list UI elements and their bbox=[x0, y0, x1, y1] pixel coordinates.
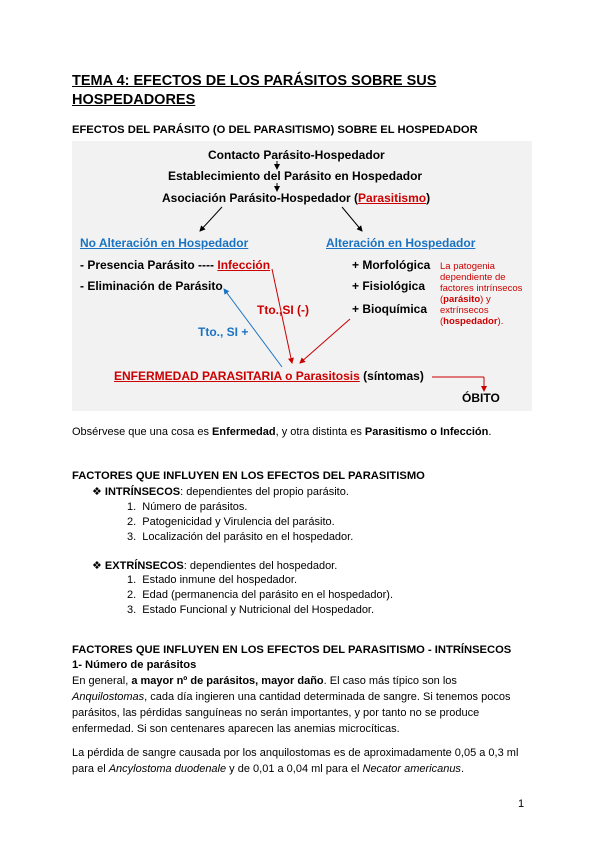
note-paragraph: Obsérvese que una cosa es Enfermedad, y otra distinta es Parasitismo o Infección. bbox=[72, 426, 492, 438]
pathogenesis-note: La patogenia dependiente de factores intrínsecos (parásito) y extrínsecos (hospedador). bbox=[440, 261, 523, 327]
disease-label: ENFERMEDAD PARASITARIA o Parasitosis (síntomas) bbox=[114, 369, 424, 383]
list-item: 1. Estado inmune del hospedador. bbox=[127, 574, 298, 586]
diagram-association: Asociación Parásito-Hospedador (Parasitismo) bbox=[162, 191, 431, 205]
tto-positive-label: Tto., SI + bbox=[198, 325, 249, 339]
section-heading-factores: FACTORES QUE INFLUYEN EN LOS EFECTOS DEL PARASITISMO bbox=[72, 470, 425, 482]
diagram-establishment: Establecimiento del Parásito en Hospedador bbox=[168, 169, 423, 183]
section-heading-efectos: EFECTOS DEL PARÁSITO (O DEL PARASITISMO) SOBRE EL HOSPEDADOR bbox=[72, 124, 478, 136]
list-item: 1. Número de parásitos. bbox=[127, 501, 248, 513]
list-item: 3. Localización del parásito en el hospedador. bbox=[127, 531, 354, 543]
obito-label: ÓBITO bbox=[462, 391, 500, 405]
presence-item: - Presencia Parásito ---- Infección bbox=[80, 258, 271, 272]
no-alteration-heading: No Alteración en Hospedador bbox=[80, 236, 249, 250]
alteration-heading: Alteración en Hospedador bbox=[326, 236, 476, 250]
elimination-item: - Eliminación de Parásito bbox=[80, 279, 223, 293]
list-item: 2. Edad (permanencia del parásito en el hospedador). bbox=[127, 589, 394, 601]
list-item: 3. Estado Funcional y Nutricional del Hospedador. bbox=[127, 604, 375, 616]
infeccion-label: Infección bbox=[217, 258, 271, 272]
arrow-to-no-alteration bbox=[200, 207, 222, 231]
page-title: TEMA 4: EFECTOS DE LOS PARÁSITOS SOBRE SUS HOSPEDADORES bbox=[72, 73, 437, 108]
subsection-heading-numero: 1- Número de parásitos bbox=[72, 659, 197, 671]
intrinsecos-bullet: ❖ INTRÍNSECOS: dependientes del propio parásito. bbox=[92, 486, 349, 498]
arrow-to-alteration bbox=[342, 207, 362, 231]
diagram-contact: Contacto Parásito-Hospedador bbox=[208, 148, 385, 162]
section-heading-intrinsecos: FACTORES QUE INFLUYEN EN LOS EFECTOS DEL PARASITISMO - INTRÍNSECOS bbox=[72, 644, 512, 656]
morfologica-item: + Morfológica bbox=[352, 258, 431, 272]
parasitism-diagram bbox=[72, 141, 532, 411]
diamond-bullet-icon: ❖ bbox=[92, 560, 105, 572]
bioquimica-item: + Bioquímica bbox=[352, 302, 428, 316]
page-number: 1 bbox=[518, 798, 525, 810]
diamond-bullet-icon: ❖ bbox=[92, 486, 105, 498]
tto-negative-label: Tto.,SI (-) bbox=[257, 303, 309, 317]
extrinsecos-bullet: ❖ EXTRÍNSECOS: dependientes del hospedador. bbox=[92, 560, 338, 572]
fisiologica-item: + Fisiológica bbox=[352, 279, 426, 293]
arrow-alteration-to-disease bbox=[300, 319, 350, 363]
paragraph-blood-loss: La pérdida de sangre causada por los anquilostomas es de aproximadamente 0,05 a 0,3 ml para el Ancylostoma duodenale y de 0,01 a 0,04 ml para el Necator americanus. bbox=[72, 747, 519, 775]
list-item: 2. Patogenicidad y Virulencia del parásito. bbox=[127, 516, 335, 528]
paragraph-numero: En general, a mayor nº de parásitos, mayor daño. El caso más típico son los Anquilostomas, cada día ingieren una cantidad determinada de sangre. Si tenemos pocos parásitos, las pérdidas sanguíneas no serán importantes, y por tanto no se produce enfermedad. Si son centenares aparecen las anemias microcíticas. bbox=[72, 675, 511, 735]
parasitismo-label: Parasitismo bbox=[358, 191, 427, 205]
